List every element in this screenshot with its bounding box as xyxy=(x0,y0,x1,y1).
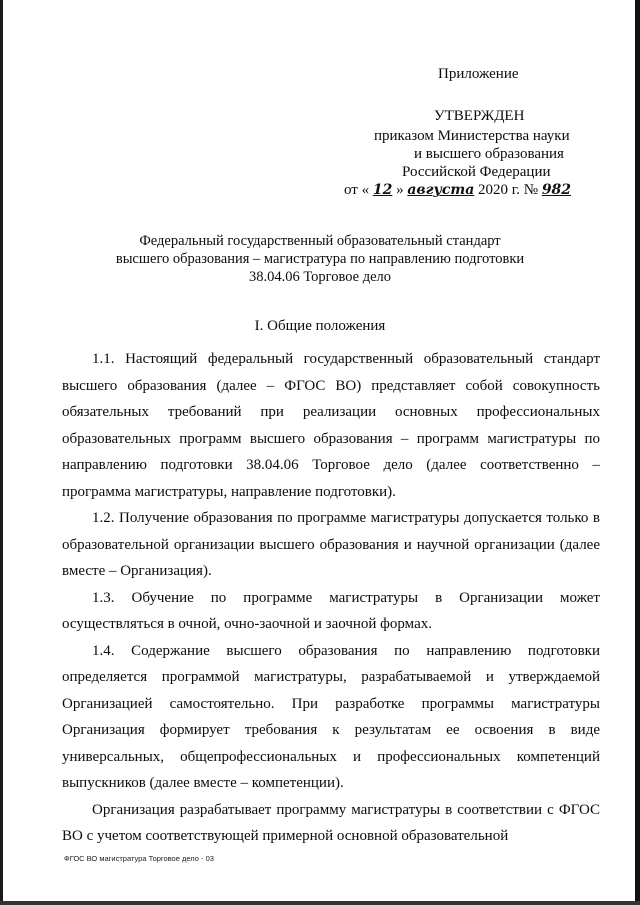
section-heading: I. Общие положения xyxy=(254,318,386,334)
title-line-2: высшего образования – магистратура по направлению подготовки xyxy=(115,251,525,267)
date-prefix: от « xyxy=(344,182,370,198)
document-body xyxy=(62,346,600,850)
scan-left-edge xyxy=(0,0,3,905)
page-footer: ФГОС ВО магистратура Торговое дело - 03 xyxy=(64,854,214,863)
date-month-handwritten: августа xyxy=(407,182,475,198)
ministry-line: и высшего образования xyxy=(414,146,564,162)
scan-right-edge xyxy=(635,0,640,905)
annex-label: Приложение xyxy=(438,66,519,82)
scan-bottom-edge xyxy=(0,901,640,905)
federation-line: Российской Федерации xyxy=(402,164,551,180)
order-date-line xyxy=(344,180,571,200)
paragraph-1-4: 1.4. Содержание высшего образования по направлению подготовки определяется программой магистратуры, разрабатываемой и утверждаемой Организацией самостоятельно. При разработке программы магистратуры Организация формирует требования к результатам ее освоения в виде универсальных, общепрофессиональных и профессиональных компетенций выпускников (далее вместе – компетенции). xyxy=(62,642,600,791)
paragraph-1-2: 1.2. Получение образования по программе магистратуры допускается только в образовательной организации высшего образования и научной организации (далее вместе – Организация). xyxy=(62,510,600,579)
standard-title xyxy=(0,232,640,286)
paragraph-1-1: 1.1. Настоящий федеральный государственный образовательный стандарт высшего образования (далее – ФГОС ВО) представляет собой совокупность обязательных требований при реализации основных профессиональных образовательных программ высшего образования – программ магистратуры по направлению подготовки 38.04.06 Торговое дело (далее соответственно – программа магистратуры, направление подготовки). xyxy=(62,351,600,500)
date-mid: » xyxy=(396,182,404,198)
order-line: приказом Министерства науки xyxy=(374,128,570,144)
order-number-handwritten: 982 xyxy=(541,182,572,198)
date-year: 2020 г. № xyxy=(478,182,539,198)
paragraph-1-3: 1.3. Обучение по программе магистратуры в Организации может осуществляться в очной, очно-заочной и заочной формах. xyxy=(62,589,600,632)
paragraph-organization: Организация разрабатывает программу магистратуры в соответствии с ФГОС ВО с учетом соответствующей примерной основной образовательной xyxy=(62,801,600,844)
date-day-handwritten: 12 xyxy=(372,182,393,198)
title-line-1: Федеральный государственный образовательный стандарт xyxy=(139,233,501,249)
title-line-3: 38.04.06 Торговое дело xyxy=(248,269,391,285)
approved-label: УТВЕРЖДЕН xyxy=(434,108,525,124)
